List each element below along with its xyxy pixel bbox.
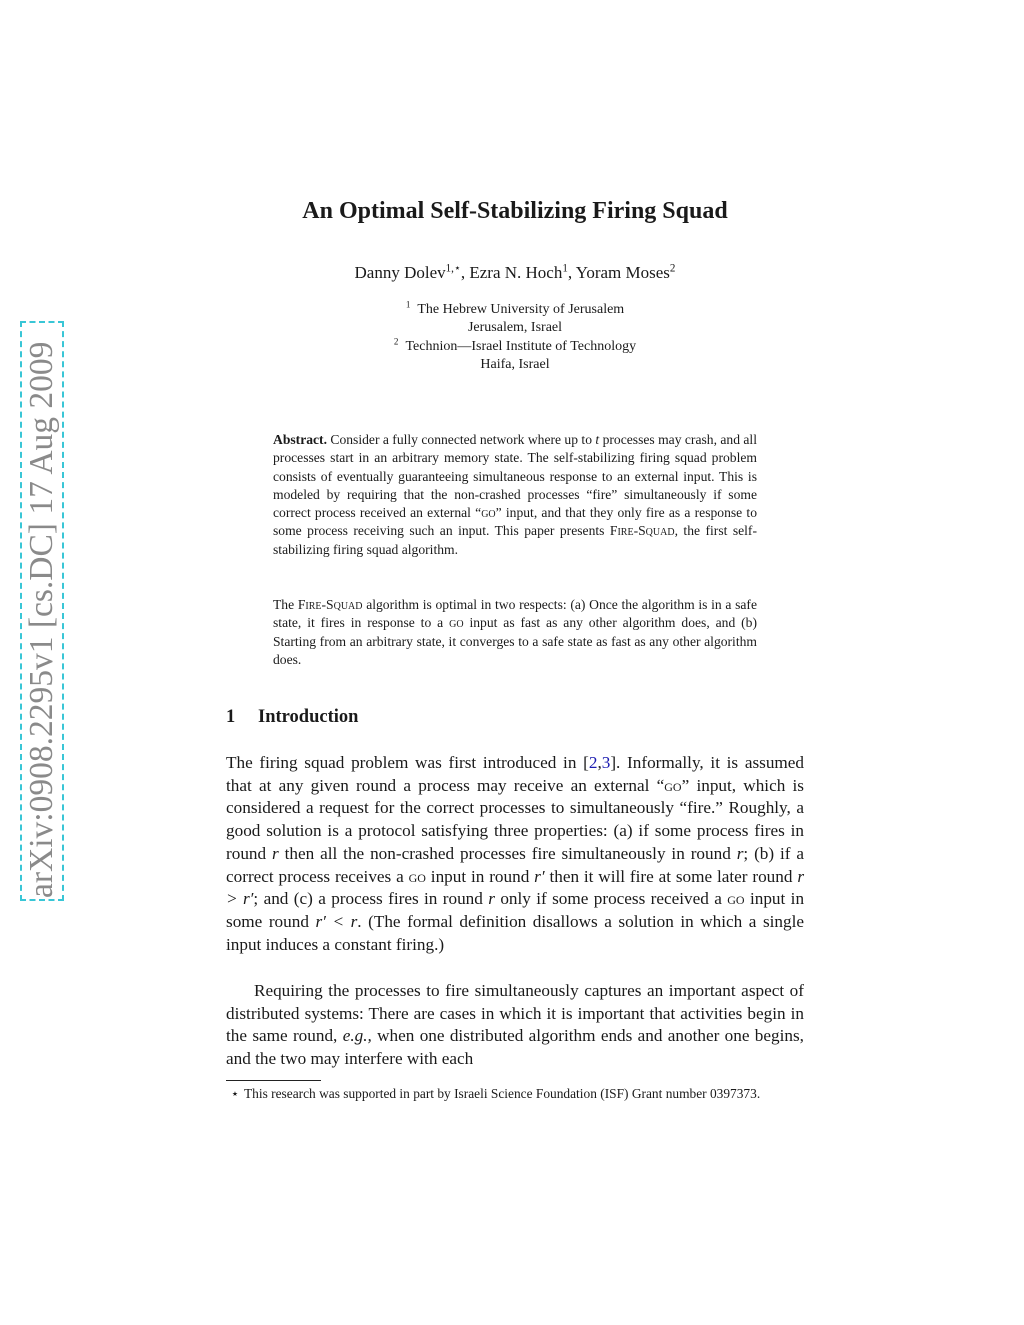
author-mark: 1,⋆ xyxy=(445,262,461,275)
abstract-paragraph-1: Abstract. Consider a fully connected network where up to t processes may crash, and all processes start in an arbitrary memory state. The self-stabilizing firing squad problem consists of eventually guaranteeing simultaneous response to an external input. This is modeled by requiring that the non-crashed processes “fire” simultaneously if some correct process received an external “go” input, and that they only fire as a response to some process receiving such an input. This paper presents Fire-Squad, the first self-stabilizing firing squad algorithm. xyxy=(273,432,757,557)
intro-paragraph-2: Requiring the processes to fire simultaneously captures an important aspect of distributed systems: There are cases in which it is important that activities begin in the same round, e.g., when one distributed algorithm ends and another one begins, and the two may interfere with each xyxy=(226,981,804,1069)
affiliation-1-line-2: Jerusalem, Israel xyxy=(467,320,563,335)
algorithm-name: Fire-Squad xyxy=(297,597,363,612)
author-name: Yoram Moses xyxy=(575,263,670,282)
footnote: ⋆ This research was supported in part by Israeli Science Foundation (ISF) Grant number 0397373. xyxy=(226,1085,804,1103)
section-heading xyxy=(226,707,358,728)
section-title: Introduction xyxy=(258,707,359,727)
author-mark: 1 xyxy=(562,262,568,275)
affiliation-mark: 2 xyxy=(393,336,399,347)
citation-link[interactable]: 2 xyxy=(588,753,598,772)
author-name: Danny Dolev xyxy=(354,263,446,282)
author-list: Danny Dolev$^{1,⋆}$, Ezra N. Hoch$^1$, Yoram Moses$^2$ xyxy=(354,262,676,282)
algorithm-name: Fire-Squad xyxy=(609,523,675,539)
author-mark: 2 xyxy=(669,262,676,275)
intro-paragraph-1: The firing squad problem was first introduced in [2,3]. Informally, it is assumed that at any given round a process may receive an external “go” input, which is considered a request for the correct processes to simultaneously “fire.” Roughly, a good solution is a protocol satisfying three properties: (a) if some process fires in round r then all the non-crashed processes fire simultaneously in round r; (b) if a correct process receives a go input in round r′ then it will fire at some later round r > r′; and (c) a process fires in round r only if some process received a go input in some round r′ < r. (The formal definition disallows a solution in which a single input induces a constant firing.) xyxy=(226,753,805,954)
affiliation-2-line-2: Haifa, Israel xyxy=(480,357,550,372)
abstract-paragraph-2: The Fire-Squad algorithm is optimal in two respects: (a) Once the algorithm is in a safe state, it fires in response to a go input as fast as any other algorithm does, and (b) Starting from an arbitrary state, it converges to a safe state as fast as any other algorithm does. xyxy=(273,597,757,667)
arxiv-stamp: arXiv:0908.2295v1 [cs.DC] 17 Aug 2009 xyxy=(23,341,60,898)
author-name: Ezra N. Hoch xyxy=(469,263,563,282)
paper-title: An Optimal Self-Stabilizing Firing Squad xyxy=(302,198,728,224)
affiliation-1-line-1: $^1$ The Hebrew University of Jerusalem xyxy=(405,299,625,317)
abstract-label: Abstract. xyxy=(273,432,327,447)
footnote-mark: ⋆ xyxy=(230,1086,240,1101)
affiliation-2-line-1: $^2$ Technion—Israel Institute of Technology xyxy=(393,336,637,354)
citation-link[interactable]: 3 xyxy=(601,753,611,772)
footnote-rule xyxy=(226,1080,321,1081)
section-number: 1 xyxy=(226,707,236,727)
affiliation-mark: 1 xyxy=(405,299,411,310)
